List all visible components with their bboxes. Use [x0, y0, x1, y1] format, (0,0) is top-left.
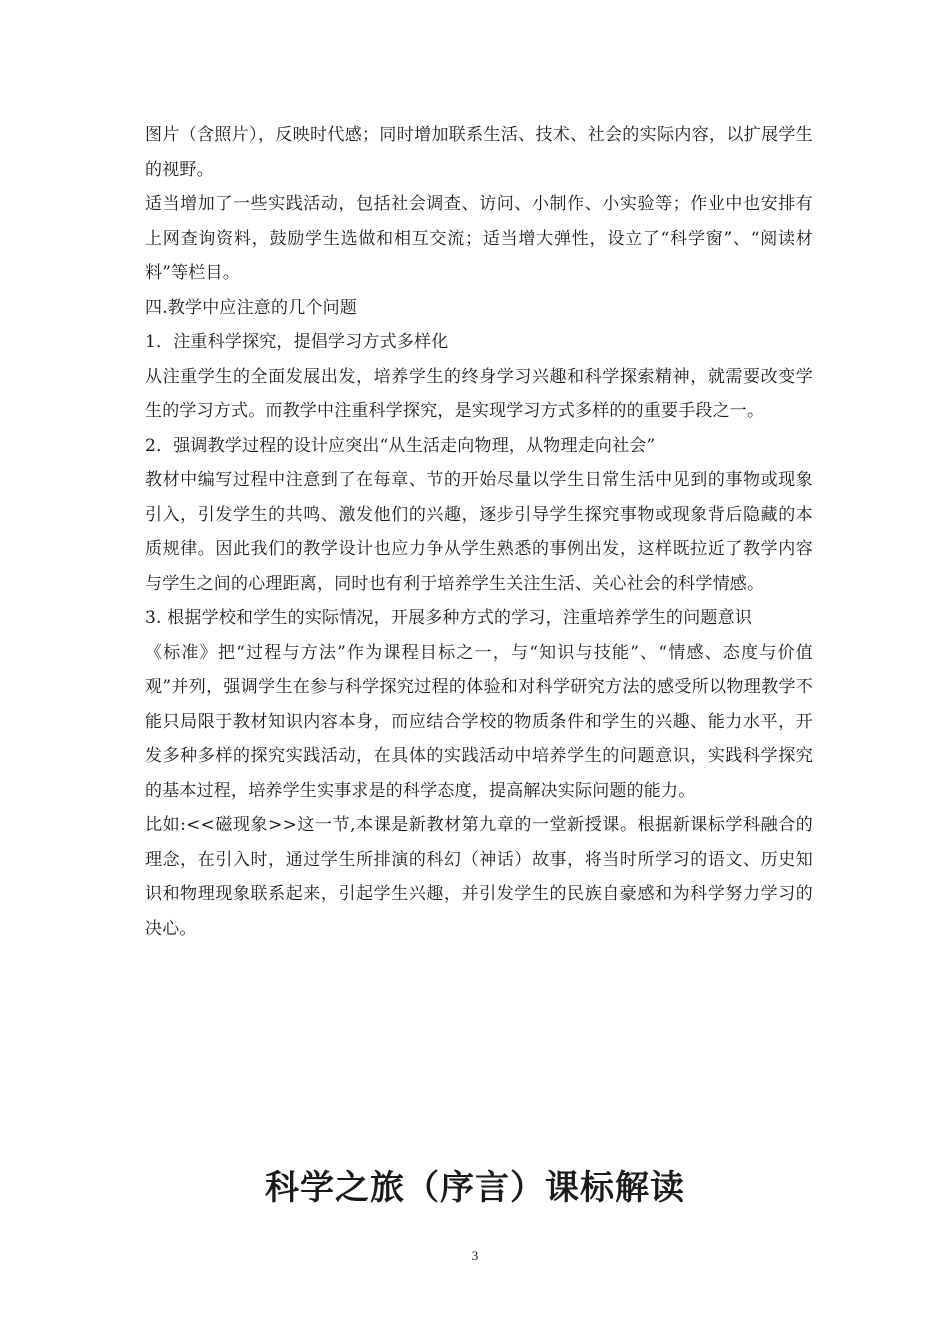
paragraph-standards: 《标准》把“过程与方法”作为课程目标之一，与“知识与技能”、“情感、态度与价值观”并列，强调学生在参与科学探究过程的体验和对科学研究方法的感受所以物理教学不能只局限于教材知识内容本身，而应结合学校的物质条件和学生的兴趣、能力水平，开发多种多样的探究实践活动，在具体的实践活动中培养学生的问题意识，实践科学探究的基本过程，培养学生实事求是的科学态度，提高解决实际问题的能力。 — [145, 642, 813, 801]
paragraph-example-magnetism: 比如:<<磁现象>>这一节,本课是新教材第九章的一堂新授课。根据新课标学科融合的理念，在引入时，通过学生所排演的科幻（神话）故事，将当时所学习的语文、历史知识和物理现象联系起来，引起学生兴趣，并引发学生的民族自豪感和为科学努力学习的决心。 — [145, 815, 813, 939]
document-body — [145, 118, 813, 946]
paragraph-teaching-design: 教材中编写过程中注意到了在每章、节的开始尽量以学生日常生活中见到的事物或现象引入，引发学生的共鸣、激发他们的兴趣，逐步引导学生探究事物或现象背后隐藏的本质规律。因此我们的教学设计也应力争从学生熟悉的事例出发，这样既拉近了教学内容与学生之间的心理距离，同时也有利于培养学生关注生活、关心社会的科学情感。 — [145, 470, 813, 594]
section-heading-teaching-issues: 四.教学中应注意的几个问题 — [145, 297, 358, 318]
subheading-scientific-inquiry: 1．注重科学探究，提倡学习方式多样化 — [145, 332, 449, 352]
subheading-learning-methods: 3. 根据学校和学生的实际情况，开展多种方式的学习，注重培养学生的问题意识 — [145, 608, 753, 628]
paragraph-intro-continuation: 图片（含照片），反映时代感；同时增加联系生活、技术、社会的实际内容，以扩展学生的视野。 — [145, 125, 813, 180]
paragraph-practice-activities: 适当增加了一些实践活动，包括社会调查、访问、小制作、小实验等；作业中也安排有上网查询资料，鼓励学生选做和相互交流；适当增大弹性，设立了“科学窗”、“阅读材料”等栏目。 — [145, 194, 813, 283]
page-number: 3 — [471, 1248, 479, 1263]
paragraph-scientific-inquiry: 从注重学生的全面发展出发，培养学生的终身学习兴趣和科学探索精神，就需要改变学生的学习方式。而教学中注重科学探究，是实现学习方式多样的的重要手段之一。 — [145, 366, 813, 421]
section-title: 科学之旅（序言）课标解读 — [265, 1168, 685, 1208]
subheading-teaching-design: 2．强调教学过程的设计应突出“从生活走向物理，从物理走向社会” — [145, 435, 656, 456]
